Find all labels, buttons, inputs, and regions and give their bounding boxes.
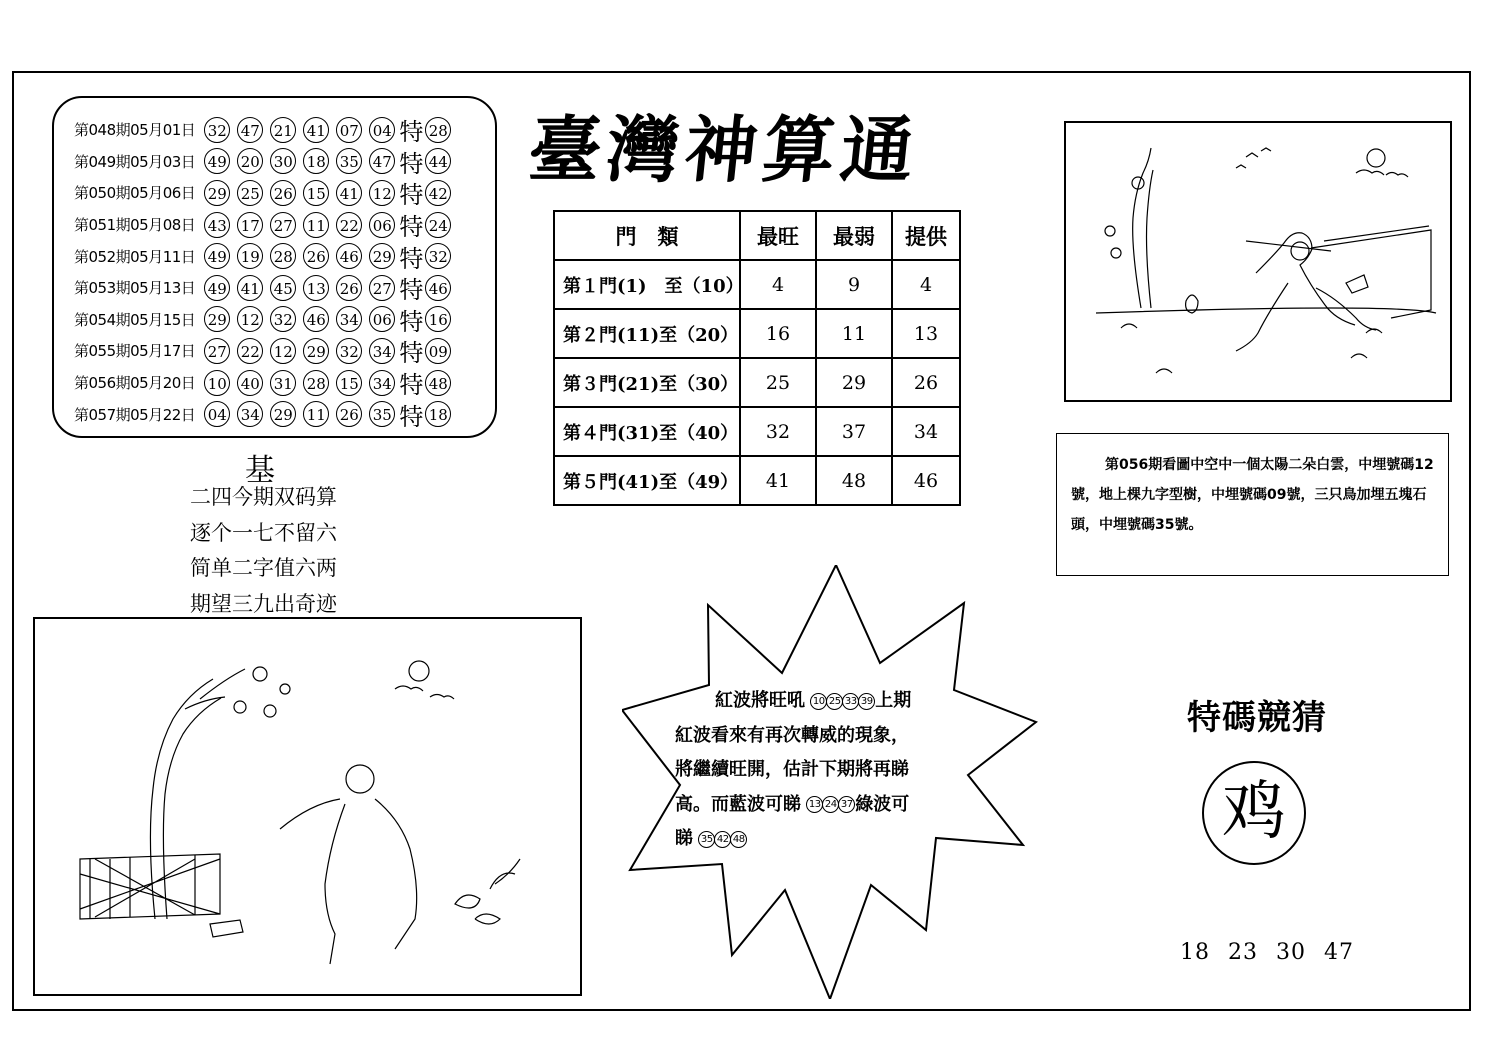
max-value: 16 (740, 309, 816, 358)
result-row (74, 177, 495, 209)
result-ball: 29 (369, 243, 395, 269)
result-ball: 41 (237, 275, 263, 301)
special-label: 特 (399, 181, 424, 210)
result-ball: 15 (303, 180, 329, 206)
door-label: 第１門(1) 至（10） (554, 260, 740, 309)
max-value: 32 (740, 407, 816, 456)
table-row (554, 407, 960, 456)
result-date: 第051期05月08日 (74, 216, 196, 235)
page-title: 臺灣神算通 (524, 107, 924, 192)
max-value: 41 (740, 456, 816, 505)
sun-icon (409, 661, 429, 681)
result-ball: 11 (303, 212, 329, 238)
result-ball: 12 (270, 338, 296, 364)
result-ball: 06 (369, 212, 395, 238)
result-ball: 46 (303, 306, 329, 332)
special-label: 特 (399, 402, 424, 431)
result-ball: 46 (336, 243, 362, 269)
max-value: 4 (740, 260, 816, 309)
result-ball: 35 (336, 148, 362, 174)
special-ball: 24 (425, 212, 451, 238)
result-ball: 49 (204, 243, 230, 269)
min-value: 9 (816, 260, 892, 309)
result-ball: 26 (336, 275, 362, 301)
pointing-arm (280, 799, 340, 829)
result-ball: 28 (270, 243, 296, 269)
special-label: 特 (399, 371, 424, 400)
result-ball: 20 (237, 148, 263, 174)
result-date: 第049期05月03日 (74, 152, 196, 171)
result-ball: 15 (336, 370, 362, 396)
result-row (74, 304, 495, 336)
result-ball: 12 (369, 180, 395, 206)
result-ball: 32 (204, 117, 230, 143)
result-ball: 49 (204, 148, 230, 174)
poem-line: 二四今期双码算 (190, 485, 337, 509)
result-ball: 22 (336, 212, 362, 238)
birds-icon (1236, 148, 1271, 168)
special-label: 特 (399, 149, 424, 178)
door-label: 第５門(41)至（49） (554, 456, 740, 505)
result-ball: 34 (369, 338, 395, 364)
result-ball: 45 (270, 275, 296, 301)
monk-illustration (1064, 121, 1452, 402)
special-ball: 46 (425, 275, 451, 301)
result-ball: 10 (204, 370, 230, 396)
min-value: 37 (816, 407, 892, 456)
result-ball: 34 (237, 401, 263, 427)
result-ball: 04 (204, 401, 230, 427)
guess-number: 23 (1228, 940, 1258, 965)
cloud-icon (395, 686, 423, 691)
star-line: 睇 35 42 48 (675, 822, 955, 857)
result-ball: 41 (336, 180, 362, 206)
result-ball: 26 (270, 180, 296, 206)
special-ball: 48 (425, 370, 451, 396)
result-ball: 28 (303, 370, 329, 396)
result-ball: 19 (237, 243, 263, 269)
poem-line: 逐个一七不留六 (190, 520, 337, 545)
door-label: 第２門(11)至（20） (554, 309, 740, 358)
special-ball: 32 (425, 243, 451, 269)
result-ball: 31 (270, 370, 296, 396)
result-ball: 11 (303, 401, 329, 427)
special-label: 特 (399, 244, 424, 273)
guess-animal: 鸡 (1202, 761, 1306, 865)
guess-numbers (1180, 940, 1372, 965)
stones (455, 895, 500, 924)
scholar-head (346, 765, 374, 793)
table-row (554, 358, 960, 407)
table-row (554, 456, 960, 505)
result-ball: 27 (204, 338, 230, 364)
header-max: 最旺 (740, 211, 816, 260)
special-ball: 28 (425, 117, 451, 143)
min-value: 11 (816, 309, 892, 358)
result-row (74, 335, 495, 367)
scholar-illustration (33, 617, 582, 996)
guess-number: 18 (1180, 940, 1210, 965)
min-value: 48 (816, 456, 892, 505)
special-label: 特 (399, 276, 424, 305)
special-label: 特 (399, 339, 424, 368)
result-date: 第056期05月20日 (74, 374, 196, 393)
result-ball: 26 (303, 243, 329, 269)
result-ball: 07 (336, 117, 362, 143)
guess-number: 47 (1324, 940, 1354, 965)
special-label: 特 (399, 213, 424, 242)
special-ball: 44 (425, 148, 451, 174)
special-ball: 18 (425, 401, 451, 427)
special-ball: 09 (425, 338, 451, 364)
result-ball: 12 (237, 306, 263, 332)
sun-icon (1367, 149, 1385, 167)
fence (80, 854, 220, 919)
result-ball: 34 (336, 306, 362, 332)
result-ball: 29 (303, 338, 329, 364)
special-ball: 16 (425, 306, 451, 332)
guess-title: 特碼競猜 (1187, 698, 1327, 738)
table-row (554, 260, 960, 309)
result-ball: 35 (369, 401, 395, 427)
star-line: 將繼續旺開，估計下期將再睇 (675, 759, 909, 780)
result-ball: 21 (270, 117, 296, 143)
result-ball: 32 (336, 338, 362, 364)
starburst-text (675, 684, 955, 857)
give-value: 4 (892, 260, 960, 309)
result-date: 第057期05月22日 (74, 405, 196, 424)
header-min: 最弱 (816, 211, 892, 260)
result-ball: 29 (270, 401, 296, 427)
wall (1311, 230, 1431, 318)
star-line: 紅波看來有再次轉威的現象， (675, 724, 909, 746)
result-ball: 27 (369, 275, 395, 301)
monk-figure (1256, 233, 1355, 325)
result-date: 第048期05月01日 (74, 121, 196, 140)
give-value: 13 (892, 309, 960, 358)
guess-number: 30 (1276, 940, 1306, 965)
star-line: 紅波將旺吼 10 25 33 39 上期 (715, 690, 912, 711)
result-row (74, 209, 495, 241)
result-ball: 17 (237, 212, 263, 238)
door-table (553, 210, 961, 506)
spade-handle (1246, 241, 1331, 251)
result-row (74, 272, 495, 304)
results-panel (52, 96, 497, 438)
monk-drawing (1066, 123, 1450, 400)
result-row (74, 398, 495, 430)
spade-blade (1346, 275, 1368, 293)
cloud-icon (1386, 173, 1408, 178)
result-row (74, 240, 495, 272)
min-value: 29 (816, 358, 892, 407)
poem-line: 期望三九出奇迹 (190, 591, 337, 616)
result-date: 第054期05月15日 (74, 310, 196, 329)
result-ball: 25 (237, 180, 263, 206)
cloud-icon (1356, 170, 1384, 175)
description-box: 第056期看圖中空中一個太陽二朵白雲，中埋號碼12號，地上棵九字型樹，中埋號碼09號，三只鳥加埋五塊石頭，中埋號碼35號。 (1056, 433, 1449, 576)
result-ball: 26 (336, 401, 362, 427)
max-value: 25 (740, 358, 816, 407)
special-label: 特 (399, 118, 424, 147)
table-row (554, 309, 960, 358)
result-row (74, 146, 495, 178)
result-ball: 13 (303, 275, 329, 301)
result-ball: 18 (303, 148, 329, 174)
give-value: 34 (892, 407, 960, 456)
books (210, 920, 243, 937)
table-header-row (554, 211, 960, 260)
give-value: 26 (892, 358, 960, 407)
result-ball: 47 (237, 117, 263, 143)
header-door: 門 類 (554, 211, 740, 260)
result-row (74, 367, 495, 399)
tree-trunk (150, 679, 213, 919)
poem-heading: 基 (245, 453, 275, 488)
result-date: 第050期05月06日 (74, 184, 196, 203)
door-label: 第３門(21)至（30） (554, 358, 740, 407)
result-ball: 06 (369, 306, 395, 332)
result-ball: 29 (204, 306, 230, 332)
result-ball: 22 (237, 338, 263, 364)
result-ball: 40 (237, 370, 263, 396)
result-ball: 49 (204, 275, 230, 301)
result-date: 第055期05月17日 (74, 342, 196, 361)
scholar-drawing (35, 619, 580, 994)
cloud-icon (430, 695, 454, 700)
header-give: 提供 (892, 211, 960, 260)
result-ball: 34 (369, 370, 395, 396)
scholar-robe (325, 804, 345, 964)
result-ball: 27 (270, 212, 296, 238)
stones (1121, 324, 1382, 373)
special-label: 特 (399, 307, 424, 336)
result-row (74, 114, 495, 146)
poem-block (190, 480, 337, 622)
result-ball: 41 (303, 117, 329, 143)
star-line: 高。而藍波可睇 13 24 37 綠波可 (675, 793, 910, 815)
result-ball: 43 (204, 212, 230, 238)
give-value: 46 (892, 456, 960, 505)
result-ball: 32 (270, 306, 296, 332)
result-ball: 30 (270, 148, 296, 174)
result-ball: 47 (369, 148, 395, 174)
special-ball: 42 (425, 180, 451, 206)
poem-line: 简单二字值六两 (190, 556, 337, 580)
result-date: 第052期05月11日 (74, 247, 196, 266)
result-date: 第053期05月13日 (74, 279, 196, 298)
door-label: 第４門(31)至（40） (554, 407, 740, 456)
result-ball: 29 (204, 180, 230, 206)
result-ball: 04 (369, 117, 395, 143)
